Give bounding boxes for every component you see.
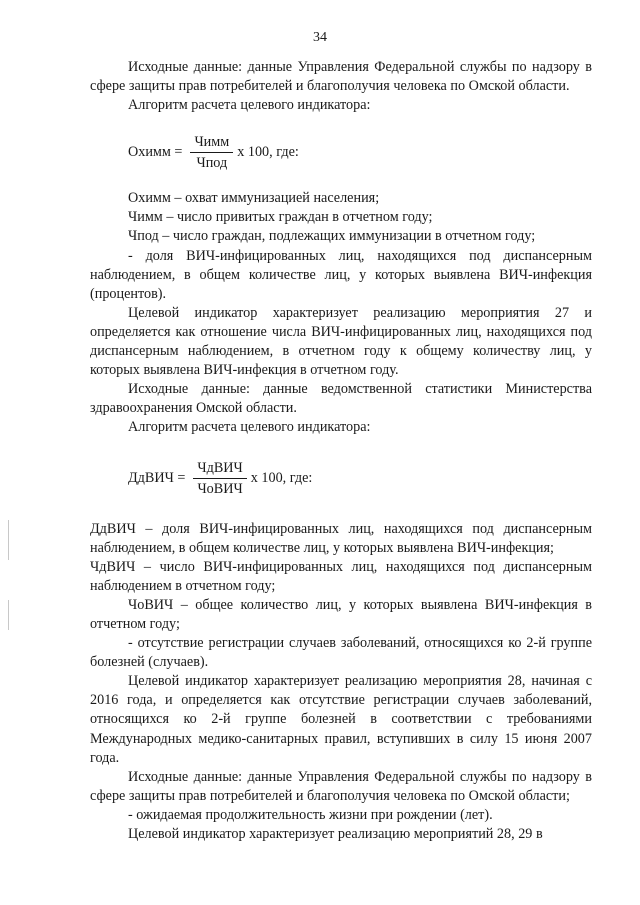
scan-margin-mark bbox=[8, 520, 9, 560]
paragraph-algorithm-2: Алгоритм расчета целевого индикатора: bbox=[128, 419, 371, 436]
paragraph-algorithm-1: Алгоритм расчета целевого индикатора: bbox=[128, 97, 371, 114]
formula-numerator: Чимм bbox=[190, 133, 233, 153]
paragraph-source-data-2: Исходные данные: данные ведомственной статистики Министерства здравоохранения Омской области. bbox=[90, 381, 592, 417]
indicator-hiv-share: - доля ВИЧ-инфицированных лиц, находящихся под диспансерным наблюдением, в общем количестве лиц, у которых выявлена ВИЧ-инфекция (процентов). bbox=[90, 247, 592, 302]
definition-chdvich: ЧдВИЧ – число ВИЧ-инфицированных лиц, находящихся под диспансерным наблюдением в отчетном году; bbox=[90, 558, 592, 594]
definition-chpod: Чпод – число граждан, подлежащих иммунизации в отчетном году; bbox=[128, 228, 536, 245]
formula-lhs: ДдВИЧ = bbox=[128, 469, 186, 486]
formula-lhs: Охимм = bbox=[128, 143, 183, 160]
paragraph-indicator-27: Целевой индикатор характеризует реализацию мероприятия 27 и определяется как отношение числа ВИЧ-инфицированных лиц, находящихся под диспансерным наблюдением, в отчетном году к общему количеству лиц, у которых выявлена ВИЧ-инфекция в отчетном году. bbox=[90, 304, 592, 379]
formula-immunization bbox=[128, 127, 592, 177]
scan-margin-mark bbox=[8, 600, 9, 630]
formula-hiv bbox=[128, 454, 592, 504]
definition-ddvich: ДдВИЧ – доля ВИЧ-инфицированных лиц, находящихся под диспансерным наблюдением, в общем количестве лиц, у которых выявлена ВИЧ-инфекция; bbox=[90, 520, 592, 556]
document-body bbox=[90, 58, 592, 844]
formula-denominator: ЧоВИЧ bbox=[197, 481, 243, 497]
definition-ohimm: Охимм – охват иммунизацией населения; bbox=[128, 190, 380, 207]
formula-denominator: Чпод bbox=[196, 154, 228, 171]
formula-rhs: х 100, где: bbox=[237, 143, 299, 160]
paragraph-indicator-28-29: Целевой индикатор характеризует реализацию мероприятий 28, 29 в bbox=[128, 826, 543, 842]
definition-chimm: Чимм – число привитых граждан в отчетном году; bbox=[128, 209, 433, 226]
formula-numerator: ЧдВИЧ bbox=[193, 459, 246, 479]
formula-fraction bbox=[190, 133, 233, 172]
page-number: 34 bbox=[313, 30, 327, 45]
definition-chovich: ЧоВИЧ – общее количество лиц, у которых выявлена ВИЧ-инфекция в отчетном году; bbox=[90, 596, 592, 632]
indicator-no-disease-cases: - отсутствие регистрации случаев заболеваний, относящихся ко 2-й группе болезней (случаев). bbox=[90, 635, 592, 671]
paragraph-source-data-1: Исходные данные: данные Управления Федеральной службы по надзору в сфере защиты прав потребителей и благополучия человека по Омской области. bbox=[90, 59, 592, 95]
formula-rhs: х 100, где: bbox=[250, 469, 313, 486]
indicator-life-expectancy: - ожидаемая продолжительность жизни при рождении (лет). bbox=[128, 806, 493, 823]
paragraph-indicator-28: Целевой индикатор характеризует реализацию мероприятия 28, начиная с 2016 года, и определяется как отсутствие регистрации случаев заболеваний, относящихся ко 2-й группе болезней в соответствии с требованиями Международных медико-санитарных правил, вступивших в силу 15 июня 2007 года. bbox=[90, 673, 592, 766]
paragraph-source-data-3: Исходные данные: данные Управления Федеральной службы по надзору в сфере защиты прав потребителей и благополучия человека по Омской области; bbox=[90, 768, 592, 804]
formula-fraction bbox=[193, 459, 246, 498]
